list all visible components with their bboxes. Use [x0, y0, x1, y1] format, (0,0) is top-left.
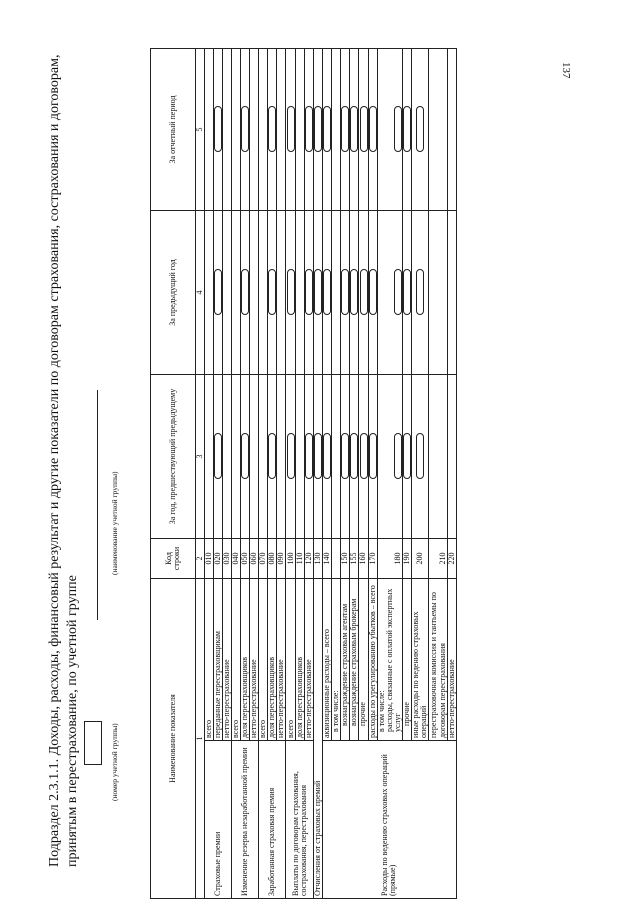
negative-value-bracket	[314, 433, 322, 479]
account-group-name-caption: (наименование учетной группы)	[110, 471, 119, 575]
value-cell[interactable]	[250, 374, 259, 538]
row-label: нетто-перестрахование	[250, 578, 259, 740]
value-cell-negative[interactable]	[359, 210, 368, 374]
value-cell-negative[interactable]	[402, 210, 411, 374]
row-code: 190	[402, 538, 411, 578]
negative-value-bracket	[369, 269, 377, 315]
value-cell-negative[interactable]	[304, 210, 313, 374]
value-cell-negative[interactable]	[268, 374, 277, 538]
col-number: 5	[196, 48, 205, 210]
row-group-label: Выплаты по договорам страхования, сострахования, перестрахования	[286, 741, 313, 899]
row-code: 140	[322, 538, 331, 578]
row-code: 100	[286, 538, 295, 578]
value-cell-negative[interactable]	[341, 210, 350, 374]
negative-value-bracket	[350, 106, 358, 152]
row-code: 050	[241, 538, 250, 578]
value-cell[interactable]	[205, 48, 214, 210]
table-row	[232, 48, 241, 898]
row-group-label: Расходы по ведению страховых операций (прямые)	[322, 741, 456, 899]
row-label: нетто-перестрахование	[277, 578, 286, 740]
row-label: вознаграждение страховым брокерам	[350, 578, 359, 740]
column-number-row	[196, 48, 205, 898]
negative-value-bracket	[287, 106, 295, 152]
negative-value-bracket	[305, 269, 313, 315]
value-cell-negative[interactable]	[268, 210, 277, 374]
value-cell-negative[interactable]	[322, 210, 331, 374]
negative-value-bracket	[323, 269, 331, 315]
negative-value-bracket	[416, 269, 424, 315]
value-cell[interactable]	[223, 210, 232, 374]
negative-value-bracket	[241, 433, 249, 479]
value-cell-negative[interactable]	[368, 48, 377, 210]
negative-value-bracket	[268, 433, 276, 479]
row-code: 110	[295, 538, 304, 578]
negative-value-bracket	[323, 106, 331, 152]
row-label: Отчисления от страховых премий	[313, 578, 322, 898]
row-code: 010	[205, 538, 214, 578]
negative-value-bracket	[305, 433, 313, 479]
value-cell[interactable]	[447, 210, 456, 374]
negative-value-bracket	[305, 106, 313, 152]
value-cell-negative[interactable]	[313, 48, 322, 210]
value-cell-negative[interactable]	[214, 48, 223, 210]
account-group-number-caption: (номер учетной группы)	[110, 723, 119, 801]
negative-value-bracket	[287, 433, 295, 479]
value-cell-negative[interactable]	[286, 374, 295, 538]
value-cell[interactable]	[277, 374, 286, 538]
table-row	[286, 48, 295, 898]
value-cell-negative[interactable]	[286, 48, 295, 210]
value-cell-negative[interactable]	[377, 374, 402, 538]
row-label: расходы по урегулированию убытков – всего	[368, 578, 377, 740]
value-cell-negative[interactable]	[411, 48, 428, 210]
negative-value-bracket	[360, 269, 368, 315]
value-cell[interactable]	[332, 48, 341, 210]
row-code: 070	[259, 538, 268, 578]
value-cell-negative[interactable]	[377, 210, 402, 374]
value-cell[interactable]	[250, 210, 259, 374]
value-cell[interactable]	[447, 374, 456, 538]
value-cell[interactable]	[259, 48, 268, 210]
value-cell-negative[interactable]	[350, 374, 359, 538]
row-group-label: Заработанная страховая премия	[259, 741, 286, 899]
value-cell-negative[interactable]	[341, 374, 350, 538]
value-cell[interactable]	[259, 210, 268, 374]
negative-value-bracket	[287, 269, 295, 315]
row-label: аквизиционные расходы – всего	[322, 578, 331, 740]
value-cell-negative[interactable]	[350, 210, 359, 374]
value-cell-negative[interactable]	[350, 48, 359, 210]
row-label: нетто-перестрахование	[304, 578, 313, 740]
row-label: переданные перестраховщикам	[214, 578, 223, 740]
value-cell-negative[interactable]	[359, 48, 368, 210]
value-cell[interactable]	[277, 210, 286, 374]
table-header-row	[151, 48, 196, 898]
row-group-label: Изменение резерва незаработанной премии	[232, 741, 259, 899]
negative-value-bracket	[341, 106, 349, 152]
negative-value-bracket	[403, 106, 411, 152]
section-title-line-1: Подраздел 2.3.1.1. Доходы, расходы, финансовый результат и другие показатели по договорам страхования, сострахования и договорам,	[47, 54, 62, 867]
value-cell-negative[interactable]	[304, 48, 313, 210]
negative-value-bracket	[214, 106, 222, 152]
value-cell[interactable]	[205, 374, 214, 538]
row-code: 090	[277, 538, 286, 578]
negative-value-bracket	[416, 106, 424, 152]
row-code: 220	[447, 538, 456, 578]
value-cell[interactable]	[295, 374, 304, 538]
negative-value-bracket	[403, 433, 411, 479]
value-cell-negative[interactable]	[368, 374, 377, 538]
row-code: 060	[250, 538, 259, 578]
negative-value-bracket	[350, 433, 358, 479]
header-name: Наименование показателя	[151, 578, 196, 898]
negative-value-bracket	[394, 106, 402, 152]
account-group-name-line[interactable]	[97, 390, 98, 620]
negative-value-bracket	[241, 106, 249, 152]
header-prev: За предыдущий год	[151, 210, 196, 374]
page-number: 137	[560, 62, 572, 79]
value-cell-negative[interactable]	[214, 210, 223, 374]
row-label: перестраховочная комиссия и тантьемы по договорам перестрахования	[428, 578, 447, 740]
value-cell-negative[interactable]	[359, 374, 368, 538]
value-cell[interactable]	[332, 374, 341, 538]
row-label: доля перестраховщиков	[241, 578, 250, 740]
row-label: нетто-перестрахование	[447, 578, 456, 740]
row-label: всего	[286, 578, 295, 740]
row-code: 200	[411, 538, 428, 578]
negative-value-bracket	[214, 269, 222, 315]
row-code: 030	[223, 538, 232, 578]
value-cell[interactable]	[232, 374, 241, 538]
row-label: доля перестраховщиков	[268, 578, 277, 740]
value-cell[interactable]	[250, 48, 259, 210]
value-cell-negative[interactable]	[322, 374, 331, 538]
row-label: иные расходы по ведению страховых операций	[411, 578, 428, 740]
value-cell-negative[interactable]	[411, 374, 428, 538]
table-row	[205, 48, 214, 898]
value-cell-negative[interactable]	[341, 48, 350, 210]
row-group-label: Страховые премии	[205, 741, 232, 899]
row-label	[377, 578, 402, 740]
header-code: Код строки	[151, 538, 196, 578]
row-code: 020	[214, 538, 223, 578]
value-cell-negative[interactable]	[241, 210, 250, 374]
row-code: 150	[341, 538, 350, 578]
value-cell[interactable]	[295, 210, 304, 374]
value-cell[interactable]	[332, 210, 341, 374]
account-group-number-box[interactable]	[84, 721, 102, 765]
row-label: всего	[205, 578, 214, 740]
value-cell[interactable]	[205, 210, 214, 374]
value-cell[interactable]	[428, 48, 447, 210]
negative-value-bracket	[394, 269, 402, 315]
value-cell[interactable]	[232, 48, 241, 210]
value-cell-negative[interactable]	[214, 374, 223, 538]
row-label: нетто-перестрахование	[223, 578, 232, 740]
value-cell-negative[interactable]	[286, 210, 295, 374]
section-title-line-2: принятым в перестрахование, по учетной группе	[65, 575, 80, 867]
row-label: прочие	[359, 578, 368, 740]
value-cell[interactable]	[259, 374, 268, 538]
row-label: вознаграждение страховым агентам	[341, 578, 350, 740]
negative-value-bracket	[341, 269, 349, 315]
value-cell-negative[interactable]	[241, 48, 250, 210]
row-code: 170	[368, 538, 377, 578]
col-number: 2	[196, 538, 205, 578]
value-cell[interactable]	[223, 374, 232, 538]
value-cell[interactable]	[428, 374, 447, 538]
table-row	[259, 48, 268, 898]
value-cell-negative[interactable]	[377, 48, 402, 210]
value-cell[interactable]	[295, 48, 304, 210]
negative-value-bracket	[416, 433, 424, 479]
indicators-table	[150, 48, 457, 899]
negative-value-bracket	[403, 269, 411, 315]
value-cell[interactable]	[223, 48, 232, 210]
negative-value-bracket	[241, 269, 249, 315]
col-number: 1	[196, 578, 205, 898]
row-code: 040	[232, 538, 241, 578]
row-label: в том числе:	[332, 578, 341, 740]
table-row	[313, 48, 322, 898]
value-cell[interactable]	[428, 210, 447, 374]
value-cell-negative[interactable]	[241, 374, 250, 538]
value-cell-negative[interactable]	[304, 374, 313, 538]
value-cell-negative[interactable]	[313, 374, 322, 538]
col-number: 3	[196, 374, 205, 538]
value-cell-negative[interactable]	[313, 210, 322, 374]
col-number: 4	[196, 210, 205, 374]
negative-value-bracket	[314, 106, 322, 152]
header-current: За отчетный период	[151, 48, 196, 210]
row-label: прочие	[402, 578, 411, 740]
value-cell-negative[interactable]	[402, 48, 411, 210]
negative-value-bracket	[268, 106, 276, 152]
row-label: всего	[259, 578, 268, 740]
value-cell[interactable]	[447, 48, 456, 210]
negative-value-bracket	[369, 433, 377, 479]
negative-value-bracket	[350, 269, 358, 315]
negative-value-bracket	[268, 269, 276, 315]
value-cell-negative[interactable]	[368, 210, 377, 374]
value-cell[interactable]	[277, 48, 286, 210]
negative-value-bracket	[360, 433, 368, 479]
row-label-expert: расходы, связанные с оплатой экспертных услуг	[384, 588, 402, 732]
row-code: 210	[428, 538, 447, 578]
value-cell-negative[interactable]	[411, 210, 428, 374]
negative-value-bracket	[323, 433, 331, 479]
table-row	[322, 48, 331, 898]
header-before-prev: За год, предшествующий предыдущему	[151, 374, 196, 538]
row-code: 155	[350, 538, 359, 578]
row-code: 180	[377, 538, 402, 578]
row-code: 160	[359, 538, 368, 578]
row-label-incl: в том числе:	[376, 690, 386, 732]
negative-value-bracket	[214, 433, 222, 479]
negative-value-bracket	[360, 106, 368, 152]
value-cell-negative[interactable]	[402, 374, 411, 538]
row-label: доля перестраховщиков	[295, 578, 304, 740]
negative-value-bracket	[394, 433, 402, 479]
negative-value-bracket	[341, 433, 349, 479]
row-code: 130	[313, 538, 322, 578]
row-code: 120	[304, 538, 313, 578]
value-cell-negative[interactable]	[322, 48, 331, 210]
value-cell-negative[interactable]	[268, 48, 277, 210]
negative-value-bracket	[369, 106, 377, 152]
row-code: 080	[268, 538, 277, 578]
value-cell[interactable]	[232, 210, 241, 374]
row-label: всего	[232, 578, 241, 740]
negative-value-bracket	[314, 269, 322, 315]
